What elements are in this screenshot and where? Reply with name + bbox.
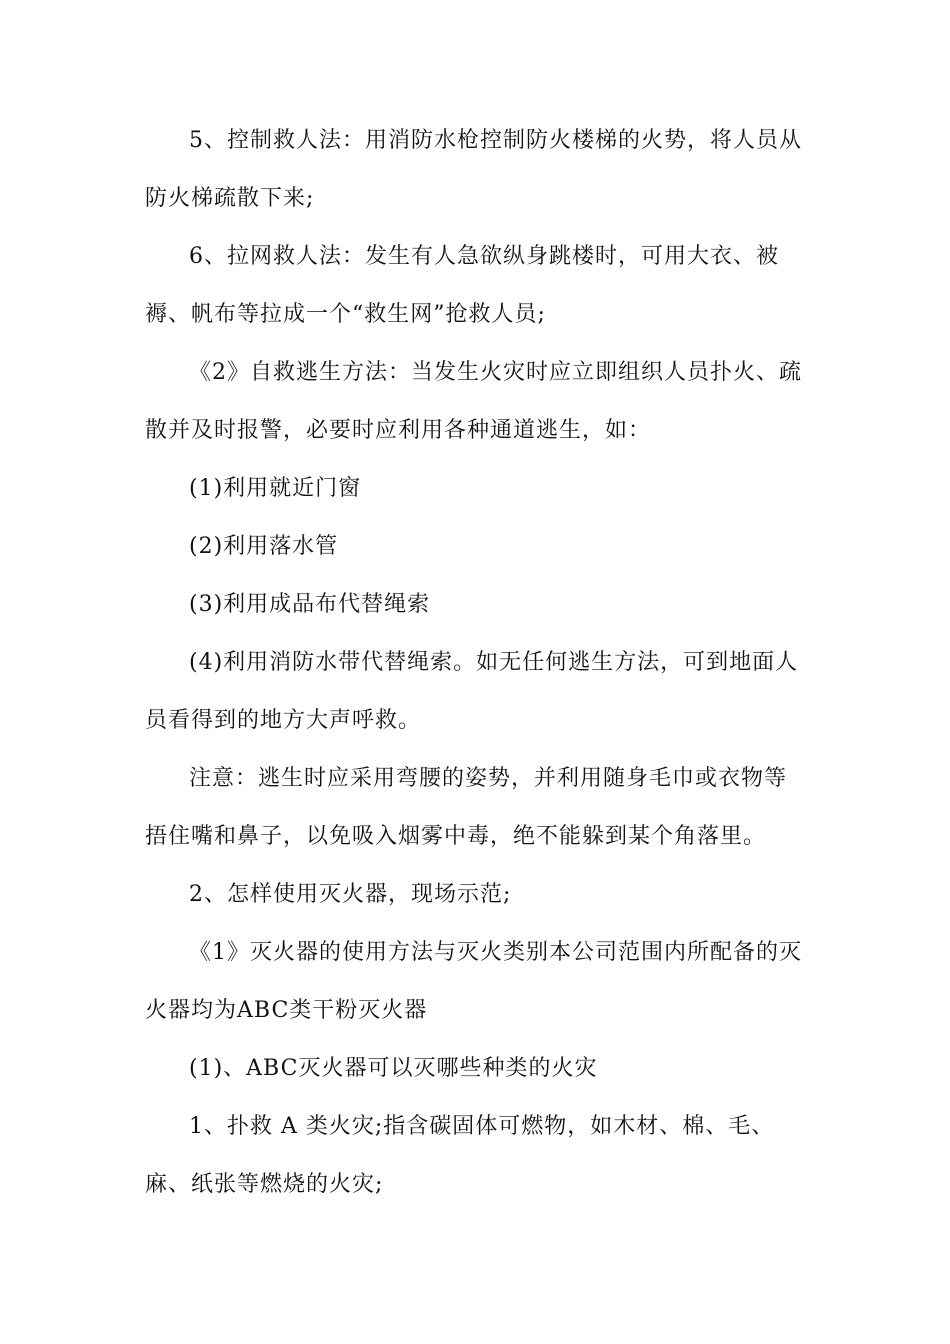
- paragraph-option-drainpipe: (2)利用落水管: [189, 534, 339, 559]
- paragraph-option-window: (1)利用就近门窗: [189, 476, 362, 501]
- paragraph-option-hose: (4)利用消防水带代替绳索。如无任何逃生方法，可到地面人员看得到的地方大声呼救。: [145, 650, 799, 733]
- paragraph-self-rescue: 《2》自救逃生方法：当发生火灾时应立即组织人员扑火、疏散并及时报警，必要时应利用各种通道逃生，如：: [145, 360, 802, 443]
- paragraph-class-a-fire: 1、扑救 A 类火灾;指含碳固体可燃物，如木材、棉、毛、麻、纸张等燃烧的火灾;: [145, 1114, 775, 1197]
- document-body: [145, 112, 805, 1214]
- paragraph-rescue-control: 5、控制救人法：用消防水枪控制防火楼梯的火势，将人员从防火梯疏散下来;: [145, 128, 802, 211]
- paragraph-extinguisher-heading: 2、怎样使用灭火器，现场示范;: [189, 882, 512, 907]
- paragraph-option-cloth: (3)利用成品布代替绳索: [189, 592, 431, 617]
- paragraph-abc-question: (1)、ABC灭火器可以灭哪些种类的火灾: [189, 1056, 598, 1081]
- paragraph-rescue-net: 6、拉网救人法：发生有人急欲纵身跳楼时，可用大衣、被褥、帆布等拉成一个“救生网”抢救人员;: [145, 244, 779, 327]
- paragraph-extinguisher-usage: 《1》灭火器的使用方法与灭火类别本公司范围内所配备的灭火器均为ABC类干粉灭火器: [145, 940, 802, 1023]
- paragraph-caution: 注意：逃生时应采用弯腰的姿势，并利用随身毛巾或衣物等捂住嘴和鼻子，以免吸入烟雾中毒，绝不能躲到某个角落里。: [145, 766, 788, 849]
